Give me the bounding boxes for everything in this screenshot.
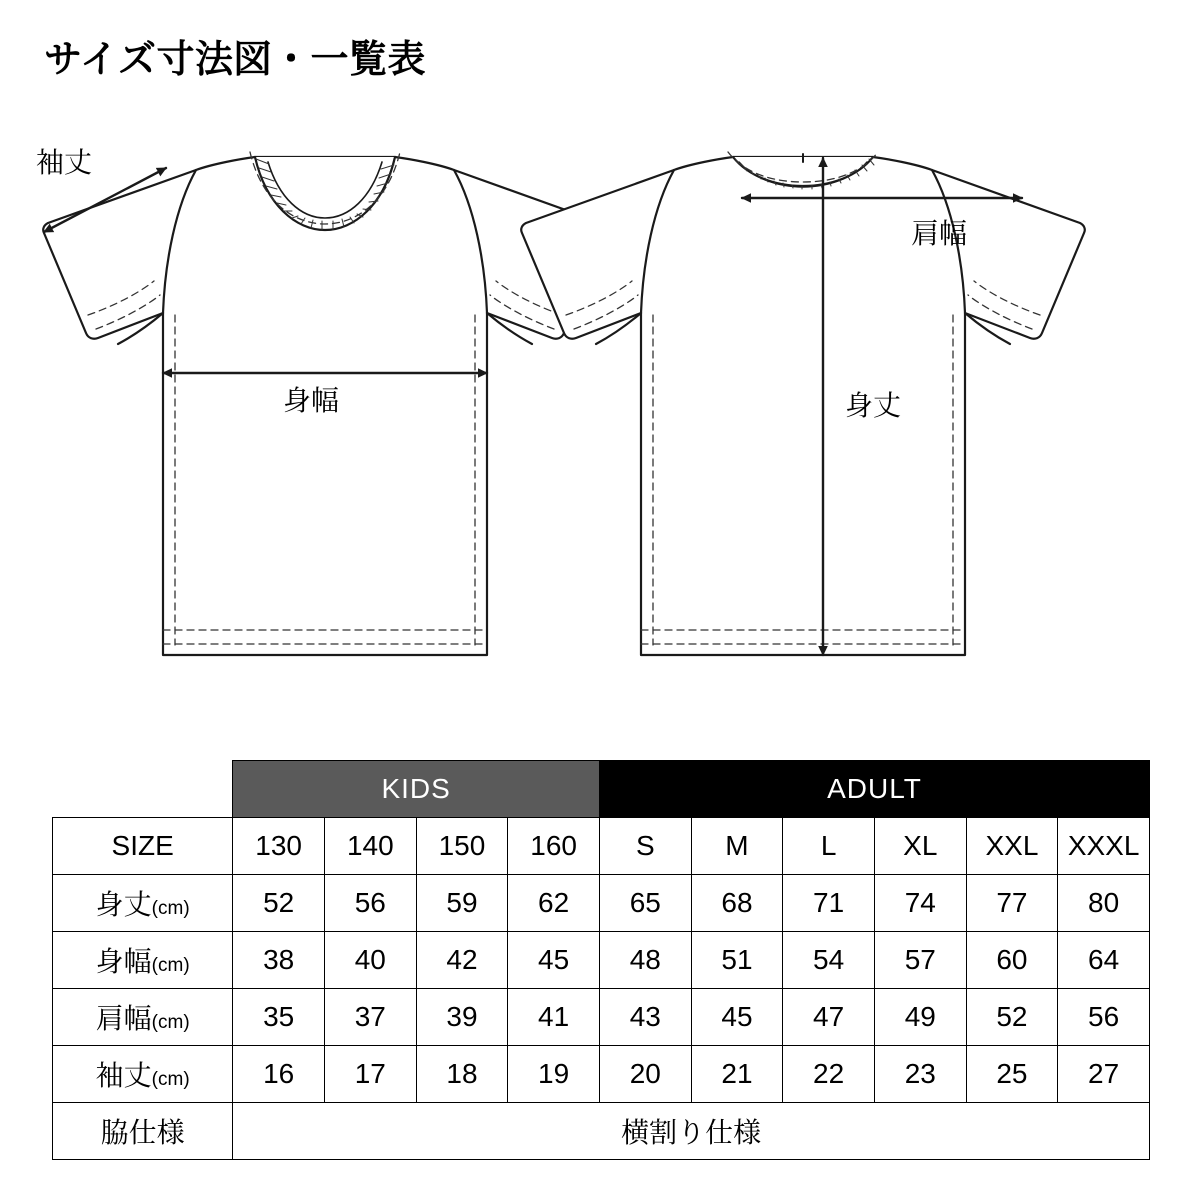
cell-chest-width-l: 54 [783,932,875,989]
row-label-unit: (cm) [151,955,190,976]
cell-sleeve-length-xl: 23 [874,1046,966,1103]
size-table-container [52,760,1150,1160]
cell-chest-width-130: 38 [233,932,325,989]
cell-body-length-xl: 74 [874,875,966,932]
table-row-shoulder-width [53,989,1150,1046]
row-label-unit: (cm) [151,1012,190,1033]
cell-chest-width-150: 42 [416,932,508,989]
cell-sleeve-length-xxl: 25 [966,1046,1058,1103]
cell-side-spec-value: 横割り仕様 [233,1103,1150,1160]
cell-chest-width-xl: 57 [874,932,966,989]
row-label-sleeve-length [53,1046,233,1103]
table-row-chest-width [53,932,1150,989]
cell-shoulder-width-xxxl: 56 [1058,989,1150,1046]
row-label-text: 身幅 [95,946,152,977]
size-xl: XL [874,818,966,875]
cell-chest-width-xxxl: 64 [1058,932,1150,989]
row-label-unit: (cm) [151,1069,190,1090]
header-size-label: SIZE [53,818,233,875]
row-label-text: 袖丈 [95,1060,152,1091]
cell-body-length-130: 52 [233,875,325,932]
cell-body-length-140: 56 [324,875,416,932]
row-label-shoulder-width [53,989,233,1046]
cell-body-length-s: 65 [599,875,691,932]
cell-shoulder-width-s: 43 [599,989,691,1046]
row-label-body-length [53,875,233,932]
table-corner-cell [53,761,233,818]
cell-shoulder-width-xl: 49 [874,989,966,1046]
tshirt-diagram-svg [0,110,1200,730]
cell-chest-width-m: 51 [691,932,783,989]
cell-body-length-xxxl: 80 [1058,875,1150,932]
cell-body-length-150: 59 [416,875,508,932]
cell-chest-width-140: 40 [324,932,416,989]
row-label-text: 肩幅 [95,1003,152,1034]
size-160: 160 [508,818,600,875]
cell-shoulder-width-xxl: 52 [966,989,1058,1046]
size-m: M [691,818,783,875]
cell-body-length-160: 62 [508,875,600,932]
label-shoulder-width: 肩幅 [911,218,968,249]
cell-sleeve-length-150: 18 [416,1046,508,1103]
cell-sleeve-length-m: 21 [691,1046,783,1103]
cell-shoulder-width-m: 45 [691,989,783,1046]
cell-sleeve-length-l: 22 [783,1046,875,1103]
label-chest-width: 身幅 [283,385,340,416]
cell-sleeve-length-xxxl: 27 [1058,1046,1150,1103]
page-title: サイズ寸法図・一覧表 [44,39,426,81]
size-table [52,760,1150,1160]
cell-shoulder-width-140: 37 [324,989,416,1046]
size-140: 140 [324,818,416,875]
cell-shoulder-width-130: 35 [233,989,325,1046]
row-label-text: 身丈 [95,889,152,920]
cell-body-length-l: 71 [783,875,875,932]
tshirt-back-illustration [521,152,1085,655]
size-l: L [783,818,875,875]
cell-sleeve-length-140: 17 [324,1046,416,1103]
tshirt-diagram [0,110,1200,730]
cell-body-length-m: 68 [691,875,783,932]
cell-chest-width-160: 45 [508,932,600,989]
label-body-length: 身丈 [845,390,902,421]
table-row-groups [53,761,1150,818]
cell-shoulder-width-150: 39 [416,989,508,1046]
table-row-sleeve-length [53,1046,1150,1103]
table-row-body-length [53,875,1150,932]
row-label-unit: (cm) [151,898,190,919]
size-150: 150 [416,818,508,875]
cell-body-length-xxl: 77 [966,875,1058,932]
cell-chest-width-xxl: 60 [966,932,1058,989]
row-label-chest-width [53,932,233,989]
size-xxl: XXL [966,818,1058,875]
size-130: 130 [233,818,325,875]
size-s: S [599,818,691,875]
cell-shoulder-width-l: 47 [783,989,875,1046]
label-sleeve-length: 袖丈 [36,147,93,178]
cell-sleeve-length-s: 20 [599,1046,691,1103]
cell-chest-width-s: 48 [599,932,691,989]
table-row-side-spec [53,1103,1150,1160]
size-xxxl: XXXL [1058,818,1150,875]
row-label-side-spec: 脇仕様 [53,1103,233,1160]
cell-shoulder-width-160: 41 [508,989,600,1046]
group-header-kids: KIDS [233,761,600,818]
cell-sleeve-length-130: 16 [233,1046,325,1103]
table-row-sizes [53,818,1150,875]
group-header-adult: ADULT [599,761,1149,818]
cell-sleeve-length-160: 19 [508,1046,600,1103]
